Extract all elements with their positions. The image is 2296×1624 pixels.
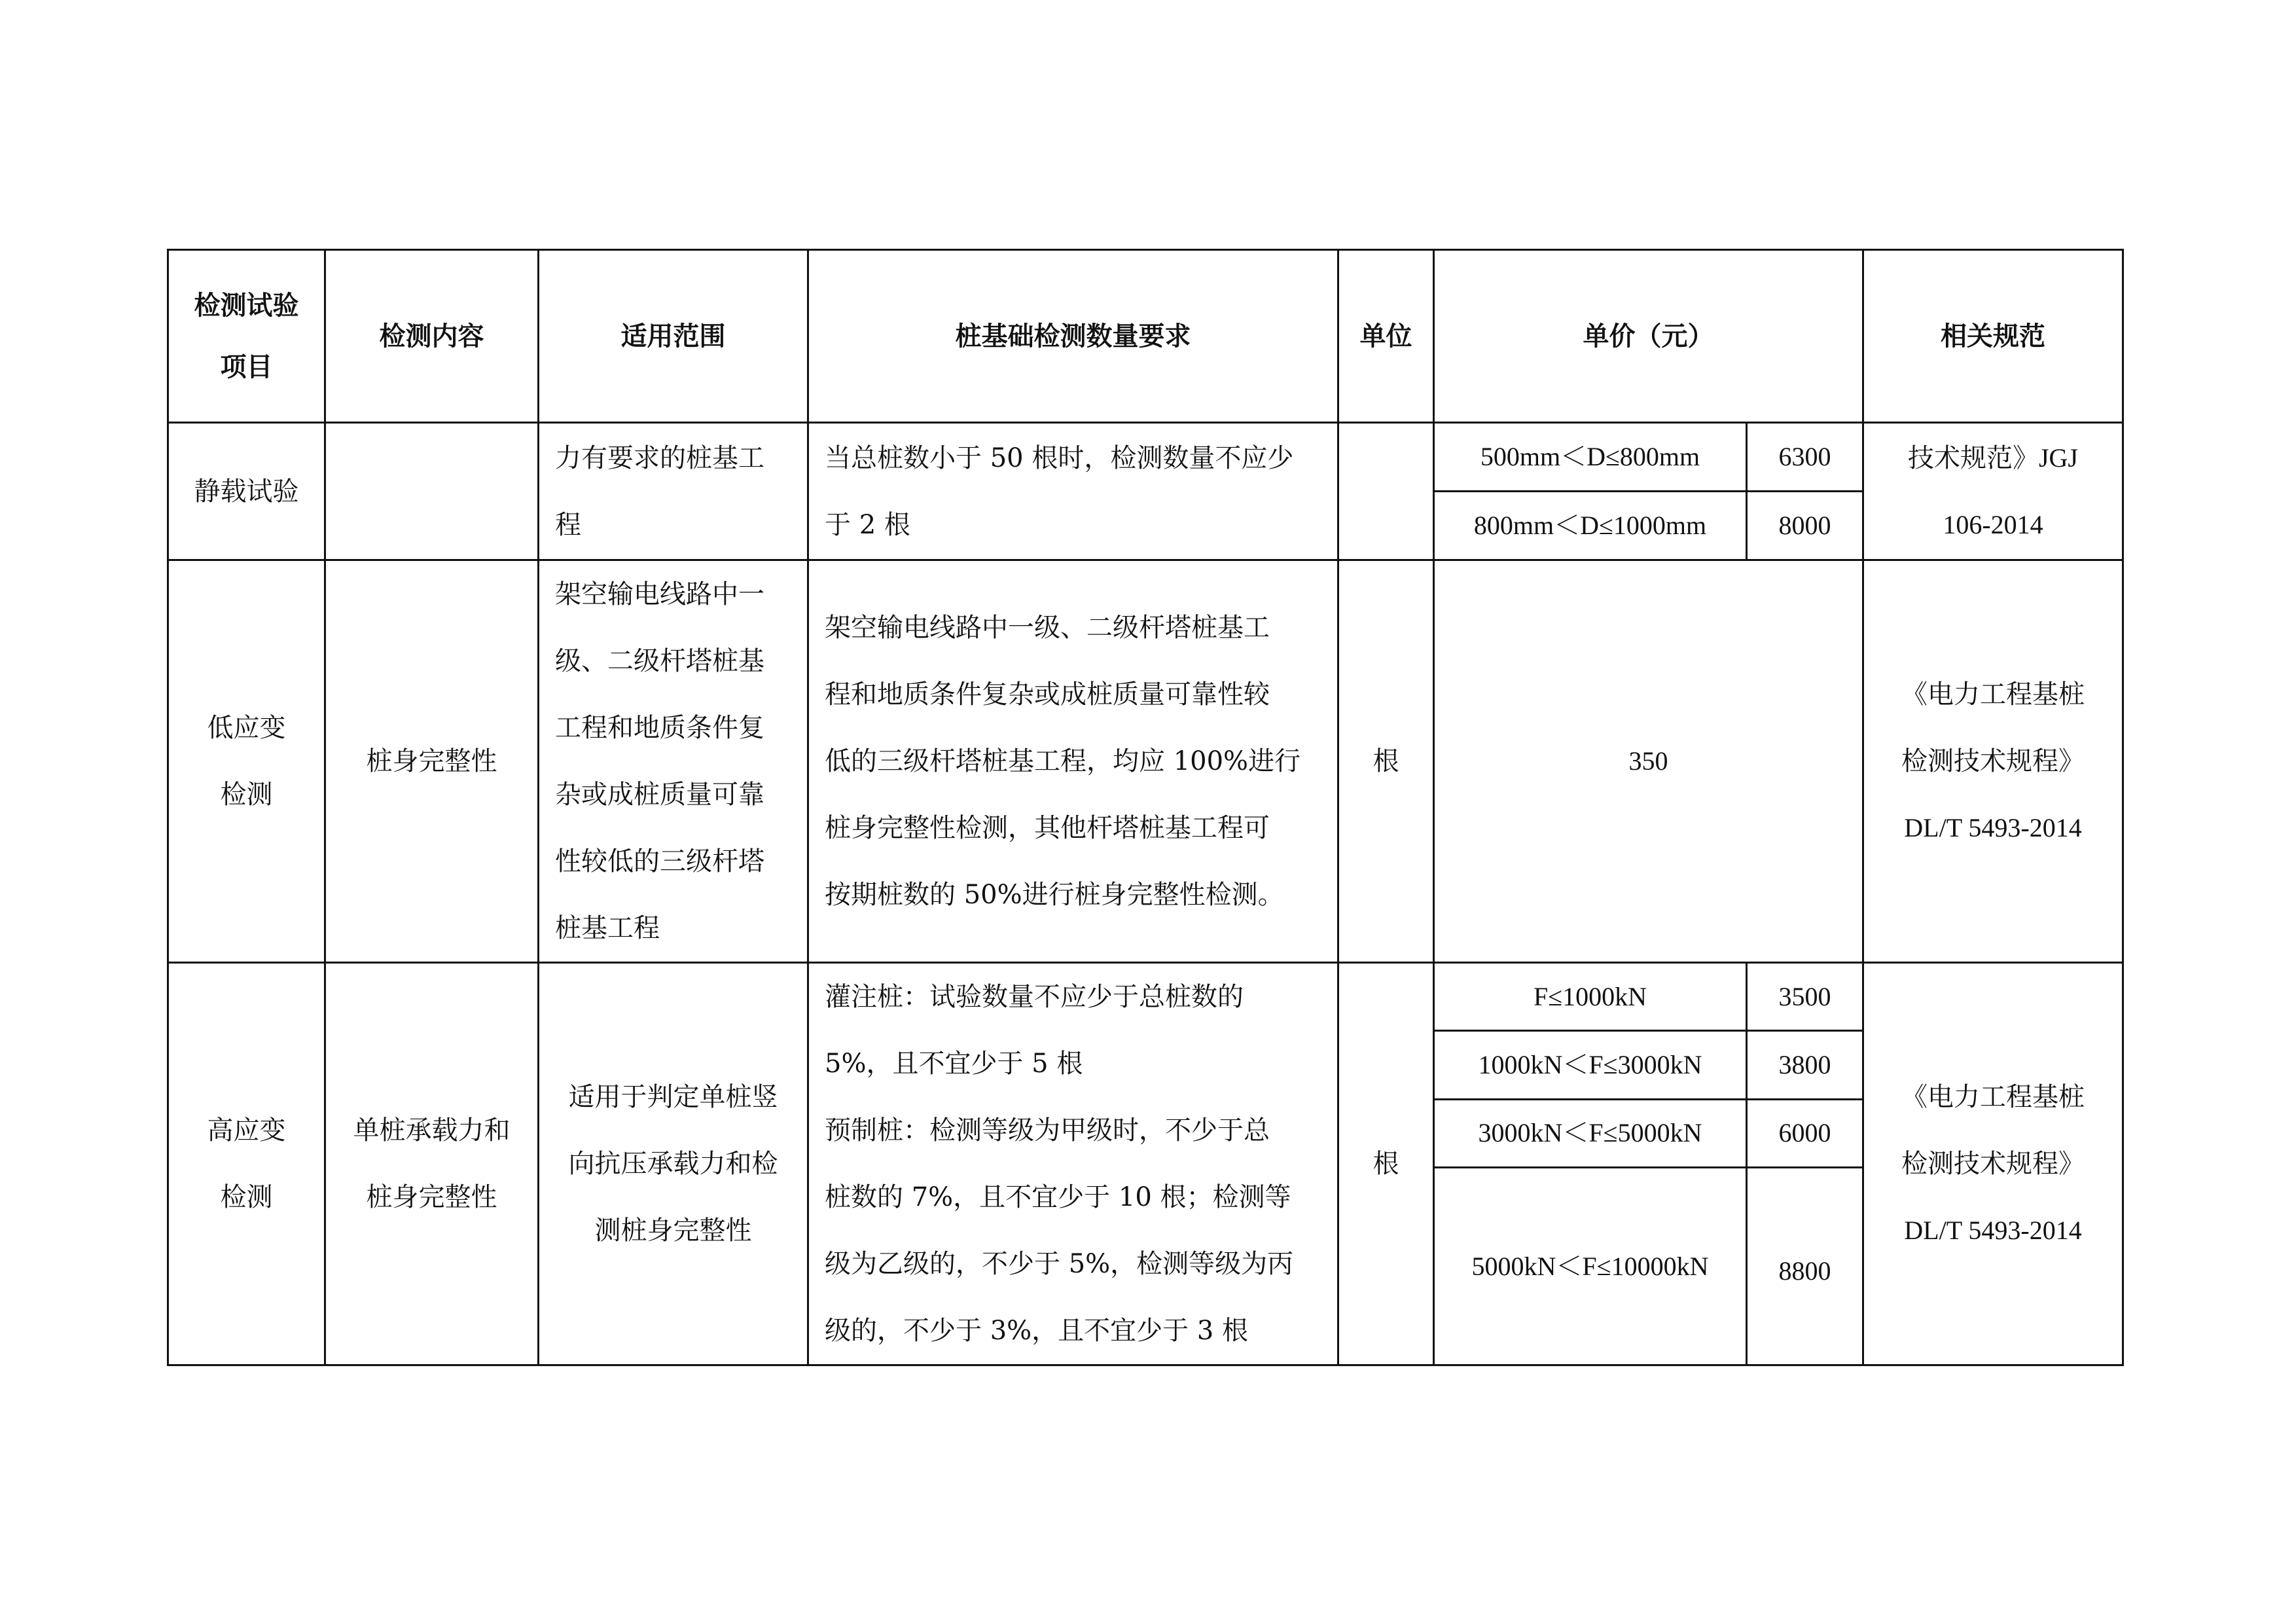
high-strain-quantity-line: 级为乙级的，不少于 5%，检测等级为丙 (825, 1249, 1294, 1279)
low-strain-standard-line: 《电力工程基桩 (1901, 679, 2085, 709)
high-strain-scope (539, 963, 808, 1365)
table-row-static-load (168, 423, 2123, 492)
price-range-cell: F≤1000kN (1434, 963, 1747, 1031)
static-load-scope-line1: 力有要求的桩基工 (555, 442, 764, 473)
static-load-quantity (808, 423, 1338, 560)
high-strain-quantity (808, 963, 1338, 1365)
high-strain-quantity-line: 级的，不少于 3%，且不宜少于 3 根 (825, 1316, 1249, 1346)
low-strain-quantity-line: 按期桩数的 50%进行桩身完整性检测。 (825, 880, 1284, 910)
high-strain-standard-line: 《电力工程基桩 (1901, 1082, 2085, 1111)
price-range-cell: 5000kN＜F≤10000kN (1434, 1168, 1747, 1365)
low-strain-quantity-line: 程和地质条件复杂或成桩质量可靠性较 (825, 679, 1270, 710)
high-strain-standard-line: DL/T 5493-2014 (1904, 1216, 2082, 1245)
high-strain-unit: 根 (1338, 963, 1434, 1365)
header-row (168, 250, 2123, 423)
high-strain-item-line2: 检测 (220, 1182, 273, 1212)
pile-testing-price-table (167, 249, 2124, 1366)
low-strain-quantity (808, 560, 1338, 963)
price-value-cell: 8800 (1747, 1168, 1863, 1365)
low-strain-scope-line: 桩基工程 (555, 913, 660, 943)
price-range-cell: 3000kN＜F≤5000kN (1434, 1099, 1747, 1167)
static-load-scope-line2: 程 (555, 509, 581, 540)
high-strain-standard (1863, 963, 2123, 1365)
price-value-cell: 8000 (1747, 492, 1863, 560)
price-range-cell: 800mm＜D≤1000mm (1434, 492, 1747, 560)
static-load-scope (539, 423, 808, 560)
table-row-high-strain (168, 963, 2123, 1031)
low-strain-scope-line: 性较低的三级杆塔 (555, 846, 764, 876)
header-scope: 适用范围 (539, 250, 808, 423)
static-load-standard-line2: 106-2014 (1943, 509, 2043, 539)
header-content: 检测内容 (325, 250, 539, 423)
price-value-cell: 6000 (1747, 1099, 1863, 1167)
high-strain-scope-line: 测桩身完整性 (594, 1216, 752, 1246)
static-load-unit (1338, 423, 1434, 560)
high-strain-quantity-line: 5%，且不宜少于 5 根 (825, 1049, 1083, 1079)
static-load-quantity-line1: 当总桩数小于 50 根时，检测数量不应少 (825, 442, 1294, 473)
header-unit: 单位 (1338, 250, 1434, 423)
high-strain-standard-line: 检测技术规程》 (1901, 1149, 2085, 1178)
low-strain-scope-line: 杂或成桩质量可靠 (555, 780, 764, 810)
static-load-standard-line1: 技术规范》JGJ (1907, 442, 2079, 473)
high-strain-quantity-line: 预制桩：检测等级为甲级时，不少于总 (825, 1115, 1270, 1146)
low-strain-item-line2: 检测 (220, 780, 273, 810)
table-row-low-strain (168, 560, 2123, 963)
low-strain-scope (539, 560, 808, 963)
header-price: 单价（元） (1434, 250, 1863, 423)
high-strain-content (325, 963, 539, 1365)
high-strain-scope-line: 向抗压承载力和检 (568, 1149, 778, 1179)
header-item (168, 250, 325, 423)
static-load-item: 静载试验 (168, 423, 325, 560)
low-strain-quantity-line: 低的三级杆塔桩基工程，均应 100%进行 (825, 746, 1301, 776)
high-strain-scope-line: 适用于判定单桩竖 (568, 1082, 778, 1112)
low-strain-standard (1863, 560, 2123, 963)
low-strain-unit: 根 (1338, 560, 1434, 963)
high-strain-content-line2: 桩身完整性 (366, 1182, 497, 1212)
price-value-cell: 3800 (1747, 1031, 1863, 1099)
header-item-line1: 检测试验 (194, 289, 299, 321)
high-strain-content-line1: 单桩承载力和 (353, 1115, 511, 1146)
low-strain-standard-line: DL/T 5493-2014 (1904, 813, 2082, 842)
high-strain-item (168, 963, 325, 1365)
low-strain-price: 350 (1434, 560, 1863, 963)
low-strain-item (168, 560, 325, 963)
low-strain-content: 桩身完整性 (325, 560, 539, 963)
header-item-line2: 项目 (220, 351, 273, 382)
static-load-quantity-line2: 于 2 根 (825, 509, 910, 540)
low-strain-quantity-line: 架空输电线路中一级、二级杆塔桩基工 (825, 613, 1270, 643)
high-strain-quantity-line: 桩数的 7%，且不宜少于 10 根；检测等 (825, 1182, 1291, 1212)
low-strain-item-line1: 低应变 (207, 713, 286, 743)
header-quantity: 桩基础检测数量要求 (808, 250, 1338, 423)
price-value-cell: 6300 (1747, 423, 1863, 492)
low-strain-scope-line: 级、二级杆塔桩基 (555, 646, 764, 676)
price-range-cell: 500mm＜D≤800mm (1434, 423, 1747, 492)
high-strain-quantity-line: 灌注桩：试验数量不应少于总桩数的 (825, 982, 1244, 1012)
high-strain-item-line1: 高应变 (207, 1115, 286, 1146)
low-strain-quantity-line: 桩身完整性检测，其他杆塔桩基工程可 (825, 813, 1270, 843)
low-strain-scope-line: 工程和地质条件复 (555, 713, 764, 743)
low-strain-scope-line: 架空输电线路中一 (555, 579, 764, 609)
static-load-standard (1863, 423, 2123, 560)
price-range-cell: 1000kN＜F≤3000kN (1434, 1031, 1747, 1099)
price-value-cell: 3500 (1747, 963, 1863, 1031)
header-standard: 相关规范 (1863, 250, 2123, 423)
static-load-content (325, 423, 539, 560)
low-strain-standard-line: 检测技术规程》 (1901, 746, 2085, 776)
